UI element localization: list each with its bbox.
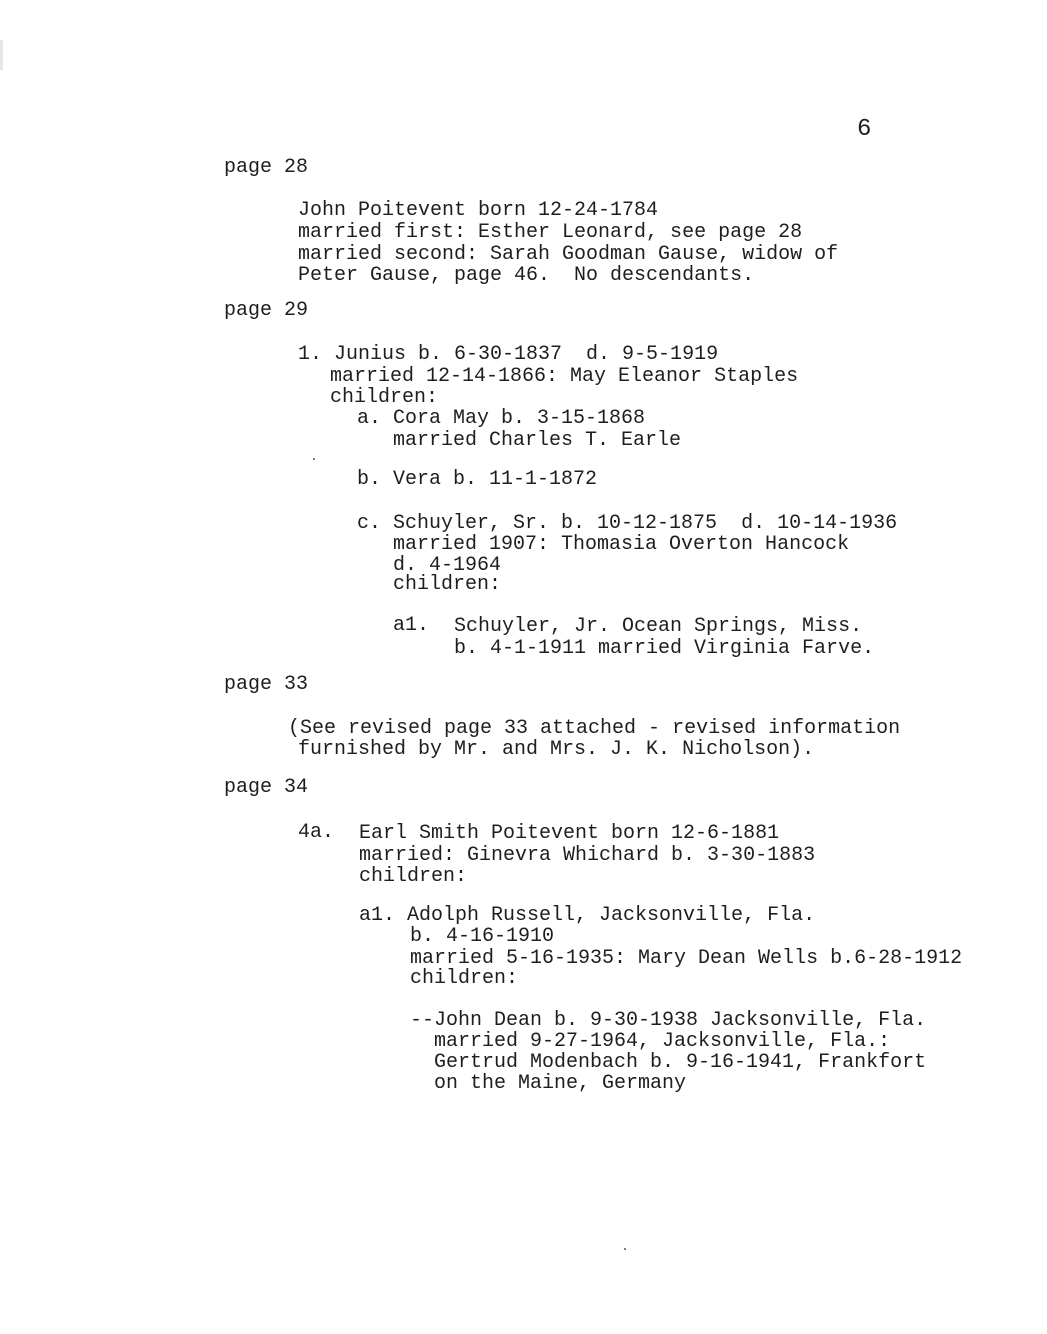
text-line: children:: [410, 967, 519, 990]
text-line: married 1907: Thomasia Overton Hancock: [393, 533, 850, 556]
text-line: married: Ginevra Whichard b. 3-30-1883: [359, 844, 816, 867]
text-line: married first: Esther Leonard, see page 28: [298, 221, 803, 244]
scan-edge-mark: [0, 40, 3, 70]
text-line: c. Schuyler, Sr. b. 10-12-1875 d. 10-14-1936: [357, 512, 898, 535]
section-heading-page-29: page 29: [224, 299, 309, 322]
text-line: b. 4-16-1910: [410, 925, 555, 948]
text-line: children:: [330, 386, 439, 409]
text-line: a. Cora May b. 3-15-1868: [357, 407, 646, 430]
text-line: (See revised page 33 attached - revised information: [288, 717, 901, 740]
text-line: married second: Sarah Goodman Gause, widow of: [298, 243, 839, 266]
page-number: 6: [857, 116, 872, 143]
text-line: Peter Gause, page 46. No descendants.: [298, 264, 755, 287]
text-line: a1.: [393, 614, 430, 637]
text-line: married 12-14-1866: May Eleanor Staples: [330, 365, 799, 388]
scan-speck: [624, 1248, 626, 1250]
text-line: married 5-16-1935: Mary Dean Wells b.6-28-1912: [410, 947, 963, 970]
text-line: b. Vera b. 11-1-1872: [357, 468, 598, 491]
text-line: b. 4-1-1911 married Virginia Farve.: [454, 637, 875, 660]
text-line: on the Maine, Germany: [434, 1072, 687, 1095]
text-line: Earl Smith Poitevent born 12-6-1881: [359, 822, 780, 845]
section-heading-page-34: page 34: [224, 776, 309, 799]
text-line: John Poitevent born 12-24-1784: [298, 199, 659, 222]
text-line: children:: [359, 865, 468, 888]
text-line: d. 4-1964: [393, 554, 502, 577]
text-line: married Charles T. Earle: [393, 429, 682, 452]
text-line: married 9-27-1964, Jacksonville, Fla.:: [434, 1030, 891, 1053]
text-line: furnished by Mr. and Mrs. J. K. Nicholson).: [298, 738, 815, 761]
section-heading-page-28: page 28: [224, 156, 309, 179]
text-line: 4a.: [298, 821, 335, 844]
text-line: --John Dean b. 9-30-1938 Jacksonville, Fla.: [410, 1009, 927, 1032]
text-line: children:: [393, 573, 502, 596]
text-line: a1. Adolph Russell, Jacksonville, Fla.: [359, 904, 816, 927]
text-line: Gertrud Modenbach b. 9-16-1941, Frankfort: [434, 1051, 927, 1074]
scan-speck: [313, 458, 315, 460]
text-line: Schuyler, Jr. Ocean Springs, Miss.: [454, 615, 863, 638]
text-line: 1. Junius b. 6-30-1837 d. 9-5-1919: [298, 343, 719, 366]
section-heading-page-33: page 33: [224, 673, 309, 696]
